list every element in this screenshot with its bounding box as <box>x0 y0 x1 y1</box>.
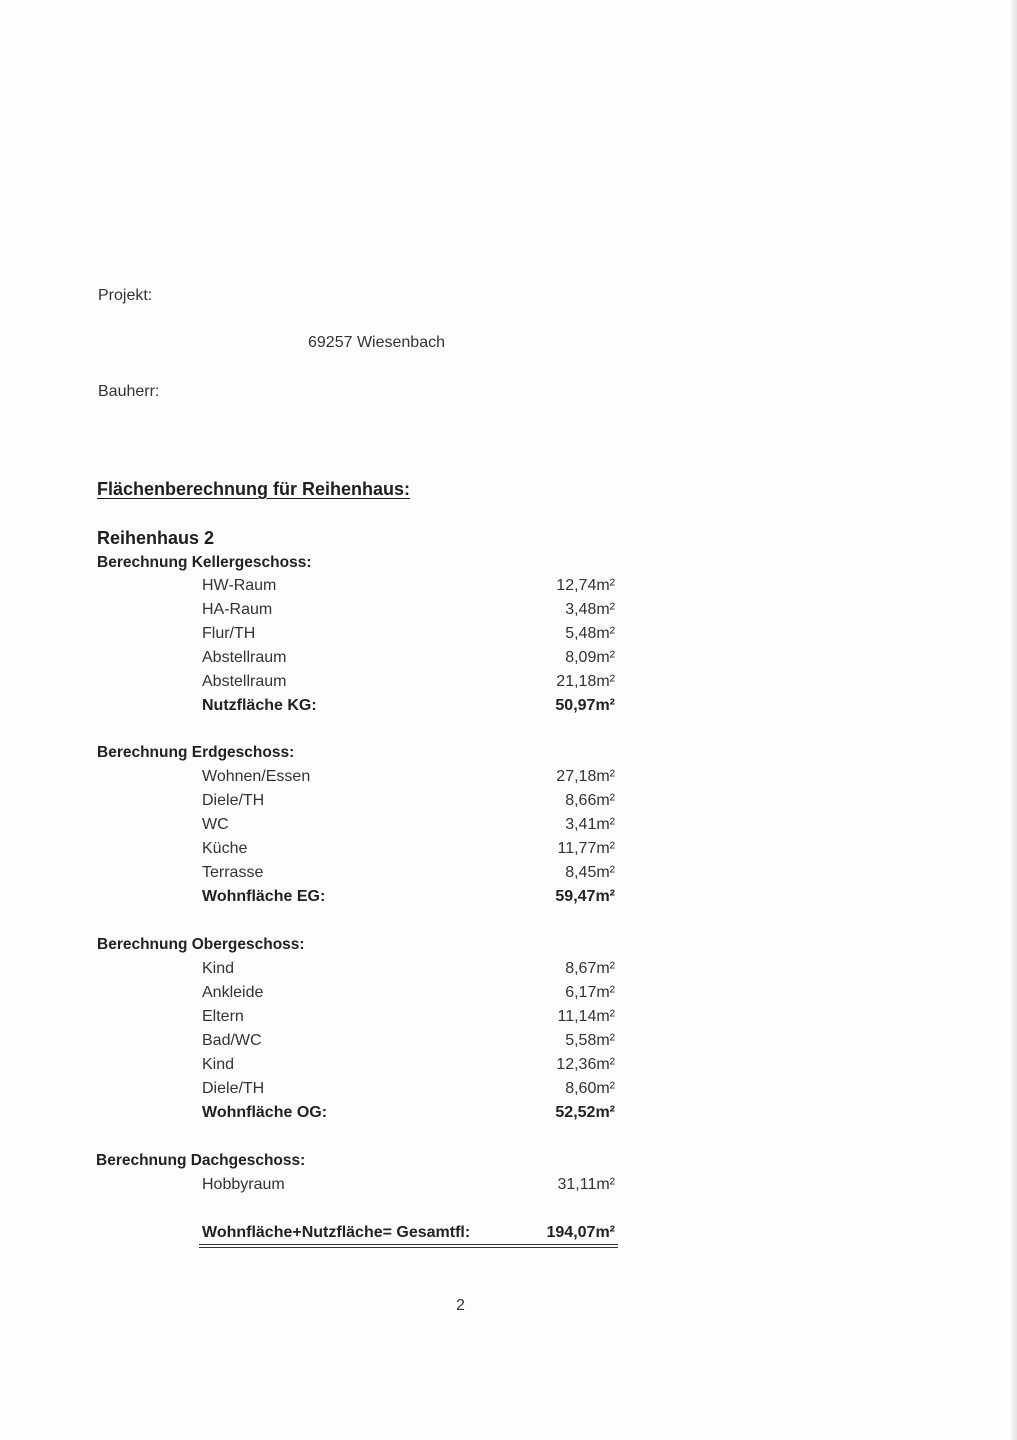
room-label: Hobbyraum <box>202 1176 285 1193</box>
room-area: 21,18m² <box>556 673 615 690</box>
room-label: WC <box>202 816 229 833</box>
project-location: 69257 Wiesenbach <box>308 334 445 351</box>
room-area: 31,11m² <box>557 1176 615 1193</box>
room-label: Flur/TH <box>202 625 256 642</box>
grand-total-value: 194,07m² <box>546 1224 615 1241</box>
room-area: 8,09m² <box>565 649 615 666</box>
room-area: 6,17m² <box>565 984 615 1001</box>
room-label: Kind <box>202 1056 235 1073</box>
page-number: 2 <box>456 1297 465 1314</box>
room-area: 12,36m² <box>556 1056 615 1073</box>
document-title: Flächenberechnung für Reihenhaus: <box>97 479 411 499</box>
room-area: 5,58m² <box>565 1032 615 1049</box>
room-area: 27,18m² <box>556 768 615 785</box>
total-underline-2 <box>199 1247 618 1248</box>
room-area: 8,45m² <box>565 864 615 881</box>
subtotal-label-eg: Wohnfläche EG: <box>202 888 326 905</box>
room-area: 5,48m² <box>565 625 615 642</box>
room-area: 12,74m² <box>556 577 615 594</box>
section-heading-dg: Berechnung Dachgeschoss: <box>96 1152 306 1169</box>
grand-total-label: Wohnfläche+Nutzfläche= Gesamtfl: <box>202 1224 471 1241</box>
bauherr-label: Bauherr: <box>98 383 160 400</box>
room-label: Ankleide <box>202 984 264 1001</box>
room-area: 8,67m² <box>565 960 615 977</box>
room-area: 11,14m² <box>557 1008 615 1025</box>
room-label: Wohnen/Essen <box>202 768 311 785</box>
room-area: 8,66m² <box>565 792 615 809</box>
house-subtitle: Reihenhaus 2 <box>97 528 215 548</box>
page-edge-shadow <box>1011 0 1017 1440</box>
room-label: Küche <box>202 840 248 857</box>
room-area: 8,60m² <box>565 1080 615 1097</box>
room-label: HA-Raum <box>202 601 273 618</box>
room-label: Abstellraum <box>202 673 287 690</box>
subtotal-label-kg: Nutzfläche KG: <box>202 697 317 714</box>
room-label: HW-Raum <box>202 577 277 594</box>
room-area: 11,77m² <box>557 840 615 857</box>
subtotal-value-eg: 59,47m² <box>555 888 615 905</box>
section-heading-kg: Berechnung Kellergeschoss: <box>97 554 312 571</box>
room-label: Bad/WC <box>202 1032 262 1049</box>
room-area: 3,48m² <box>565 601 615 618</box>
subtotal-value-kg: 50,97m² <box>555 697 615 714</box>
room-label: Abstellraum <box>202 649 287 666</box>
room-label: Diele/TH <box>202 792 265 809</box>
subtotal-value-og: 52,52m² <box>555 1104 615 1121</box>
room-label: Kind <box>202 960 235 977</box>
subtotal-label-og: Wohnfläche OG: <box>202 1104 328 1121</box>
projekt-label: Projekt: <box>98 287 153 304</box>
section-heading-og: Berechnung Obergeschoss: <box>97 936 305 953</box>
room-label: Diele/TH <box>202 1080 265 1097</box>
section-heading-eg: Berechnung Erdgeschoss: <box>97 744 295 761</box>
total-underline-1 <box>199 1244 618 1245</box>
room-label: Terrasse <box>202 864 264 881</box>
room-label: Eltern <box>202 1008 244 1025</box>
room-area: 3,41m² <box>565 816 615 833</box>
